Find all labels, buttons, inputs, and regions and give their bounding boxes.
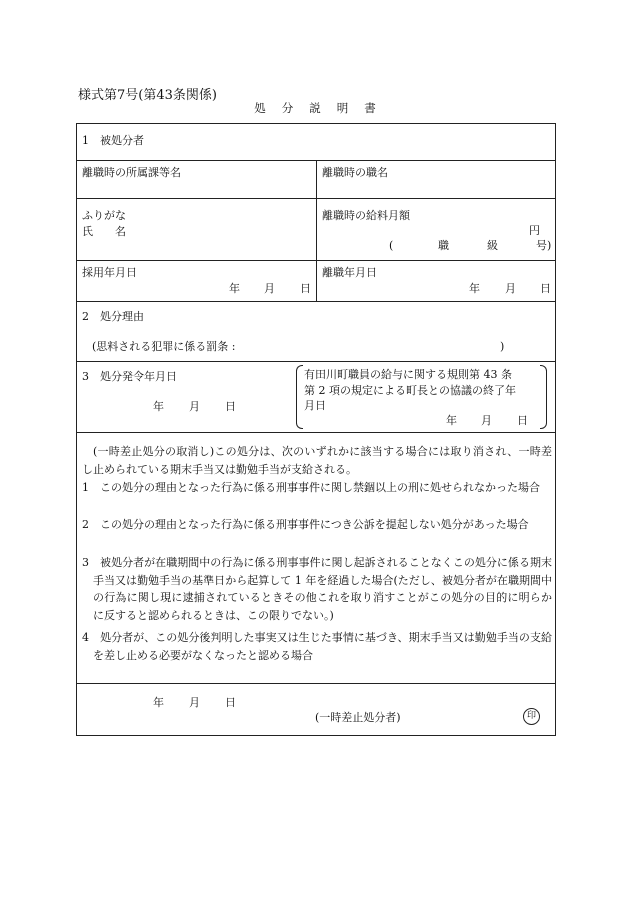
hire-date-label: 採用年月日	[82, 266, 137, 279]
table-rule	[76, 301, 556, 302]
section2-heading: 2 処分理由	[82, 310, 144, 323]
notice-item-4: 4 処分者が、この処分後判明した事実又は生じた事情に基づき、期末手当又は勤勉手当の支給を差し止める必要がなくなったと認める場合	[82, 631, 552, 662]
notice-intro: (一時差止処分の取消し)この処分は、次のいずれかに該当する場合には取り消され、一時差し止められている期末手当又は勤勉手当が支給される。	[82, 445, 552, 476]
offense-clause: (思料される犯罪に係る罰条 :	[92, 340, 236, 353]
disposer-label: (一時差止処分者)	[315, 711, 401, 724]
grade-kyu: 級	[487, 239, 498, 252]
rule-text-line3: 月日	[304, 399, 326, 412]
title-char: 書	[364, 101, 376, 115]
title-char: 説	[309, 101, 321, 115]
month-unit: 月	[505, 282, 516, 295]
seal-mark: 印	[523, 708, 540, 725]
bracket-right	[540, 365, 547, 429]
month-unit: 月	[189, 696, 200, 709]
grade-shoku: 職	[438, 239, 449, 252]
name-label: 氏 名	[82, 225, 126, 238]
day-unit: 日	[540, 282, 551, 295]
year-unit: 年	[153, 696, 164, 709]
job-title-label: 離職時の職名	[322, 166, 388, 179]
year-unit: 年	[229, 282, 240, 295]
notice-item-3: 3 被処分者が在職期間中の行為に係る刑事事件に関し起訴されることなくこの処分に係る期末手当又は勤勉手当の基準日から起算して 1 年を経過した場合(ただし、被処分者が在職期間中の行為に関し現に逮捕されているときその他これを取り消すことがこの処分の目的に明らかに反すると認められるときは、この限りでない。)	[82, 556, 552, 622]
yen-unit: 円	[529, 224, 540, 237]
year-unit: 年	[469, 282, 480, 295]
leave-date-label: 離職年月日	[322, 266, 377, 279]
section3-heading: 3 処分発令年月日	[82, 370, 177, 383]
month-unit: 月	[481, 414, 492, 427]
year-unit: 年	[446, 414, 457, 427]
table-rule	[76, 683, 556, 684]
day-unit: 日	[225, 400, 236, 413]
title-char: 分	[281, 101, 294, 115]
year-unit: 年	[153, 400, 164, 413]
month-unit: 月	[189, 400, 200, 413]
table-rule	[76, 361, 556, 362]
rule-text-line2: 第 2 項の規定による町長との協議の終了年	[304, 384, 516, 397]
dept-label: 離職時の所属課等名	[82, 166, 181, 179]
furigana-label: ふりがな	[82, 209, 126, 222]
title-char: 明	[336, 101, 349, 115]
offense-close-paren: )	[500, 340, 505, 353]
form-number: 様式第7号(第43条関係)	[78, 88, 217, 103]
notice-item-1: 1 この処分の理由となった行為に係る刑事事件に関し禁錮以上の刑に処せられなかった場合	[82, 481, 540, 494]
column-divider	[316, 160, 317, 301]
table-rule	[76, 432, 556, 433]
bracket-left	[296, 365, 303, 429]
day-unit: 日	[300, 282, 311, 295]
grade-go: 号)	[536, 239, 552, 252]
salary-label: 離職時の給料月額	[322, 209, 410, 222]
notice-item-2: 2 この処分の理由となった行為に係る刑事事件につき公訴を提起しない処分があった場合	[82, 518, 529, 531]
month-unit: 月	[264, 282, 275, 295]
title-char: 処	[254, 101, 266, 115]
document-title	[0, 100, 630, 116]
rule-text-line1: 有田川町職員の給与に関する規則第 43 条	[304, 368, 512, 381]
section1-heading: 1 被処分者	[82, 134, 144, 147]
day-unit: 日	[225, 696, 236, 709]
day-unit: 日	[517, 414, 528, 427]
grade-open-paren: (	[389, 239, 394, 252]
